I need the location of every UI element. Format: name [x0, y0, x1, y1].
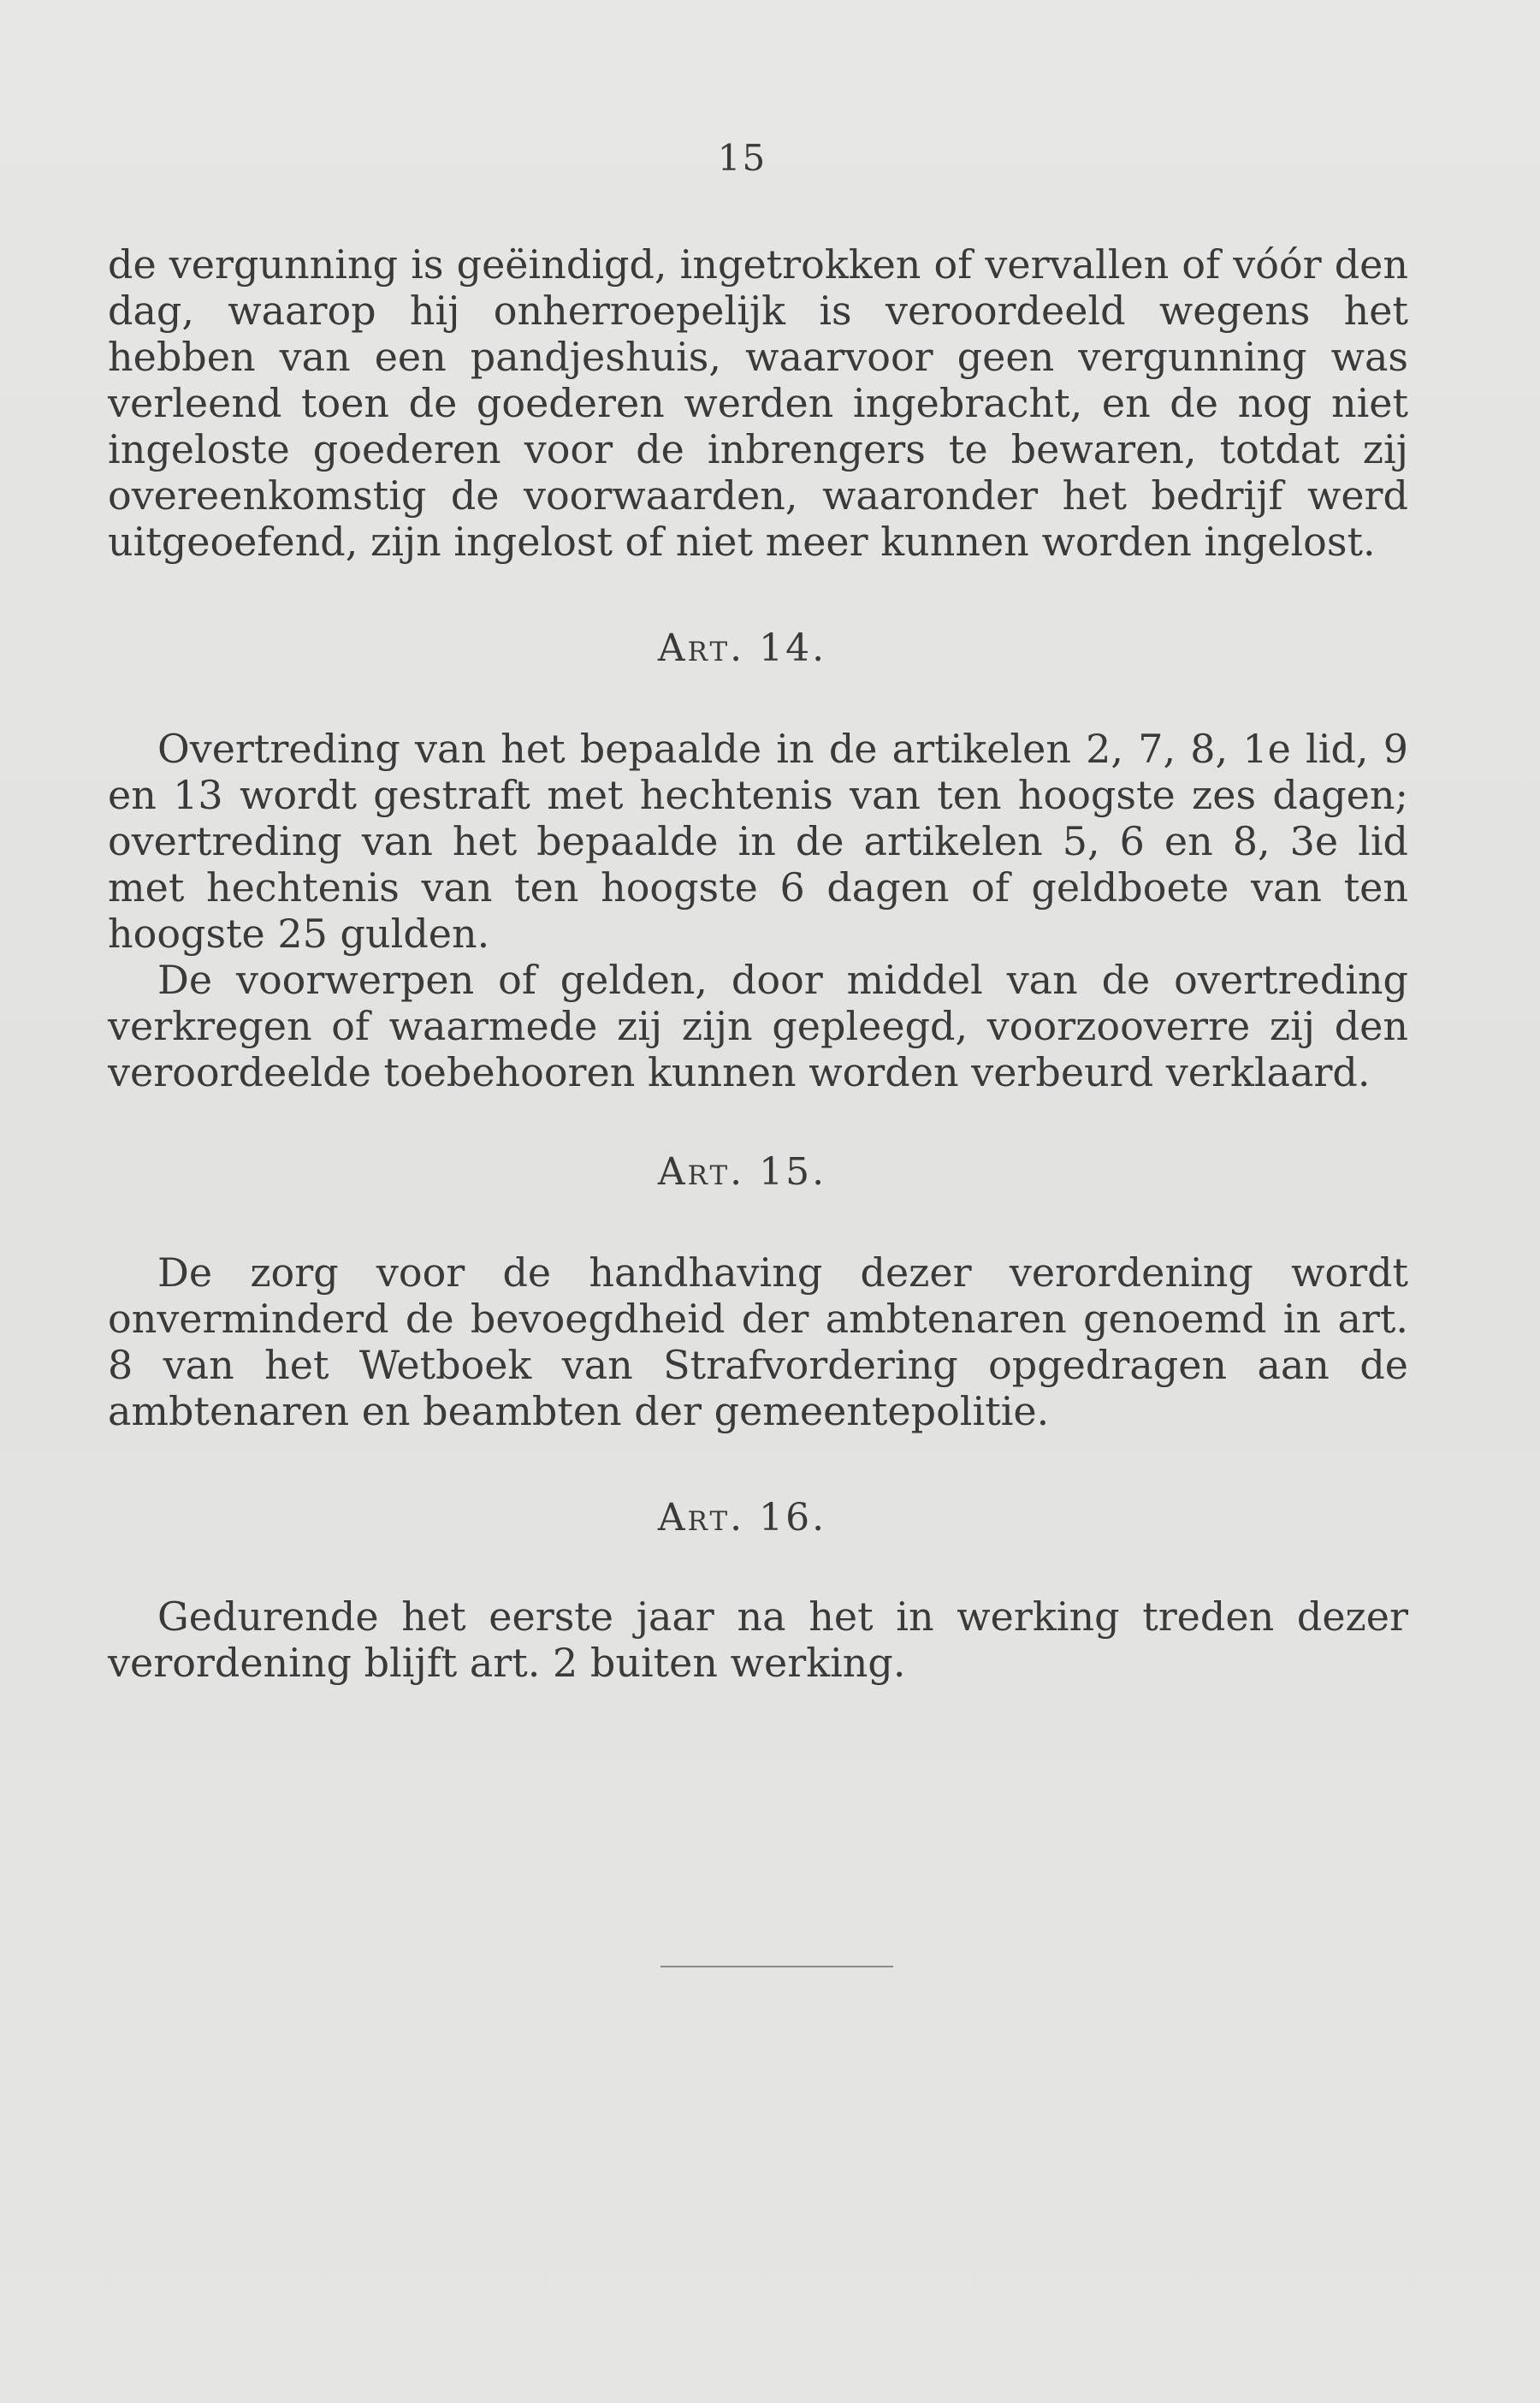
article-16-body [108, 1593, 1408, 1686]
article-heading-14: Art. 14. [657, 626, 827, 670]
end-rule-divider [660, 1966, 893, 1967]
paragraph-text: Overtreding van het bepaalde in de artikelen 2, 7, 8, 1e lid, 9 en 13 wordt gestraft met hechtenis van ten hoogste zes dagen; overtreding van het bepaalde in de artikelen 5, 6 en 8, 3e lid met hechtenis van ten hoogste 6 dagen of geldboete van ten hoogste 25 gulden. [108, 726, 1408, 957]
paragraph-text: de vergunning is geëindigd, ingetrokken of vervallen of vóór den dag, waarop hij onherroepelijk is veroordeeld wegens het hebben van een pandjeshuis, waarvoor geen vergunning was verleend toen de goederen werden ingebracht, en de nog niet ingeloste goederen voor de inbrengers te bewaren, totdat zij overeenkomstig de voorwaarden, waaronder het bedrijf werd uitgeoefend, zijn ingelost of niet meer kunnen worden ingelost. [108, 241, 1408, 565]
article-heading-16: Art. 16. [657, 1496, 827, 1540]
article-heading-15: Art. 15. [657, 1150, 827, 1194]
article-15-body [108, 1249, 1408, 1434]
paragraph-text: Gedurende het eerste jaar na het in werking treden dezer verordening blijft art. 2 buiten werking. [108, 1593, 1408, 1686]
paragraph-continued [108, 241, 1408, 565]
article-14-body [108, 726, 1408, 1095]
paragraph-text: De voorwerpen of gelden, door middel van de overtreding verkregen of waarmede zij zijn gepleegd, voorzooverre zij den veroordeelde toebehooren kunnen worden verbeurd verklaard. [108, 957, 1408, 1095]
paragraph-text: De zorg voor de handhaving dezer verordening wordt onverminderd de bevoegdheid der ambtenaren genoemd in art. 8 van het Wetboek van Strafvordering opgedragen aan de ambtenaren en beambten der gemeentepolitie. [108, 1249, 1408, 1434]
page-number: 15 [717, 137, 767, 179]
